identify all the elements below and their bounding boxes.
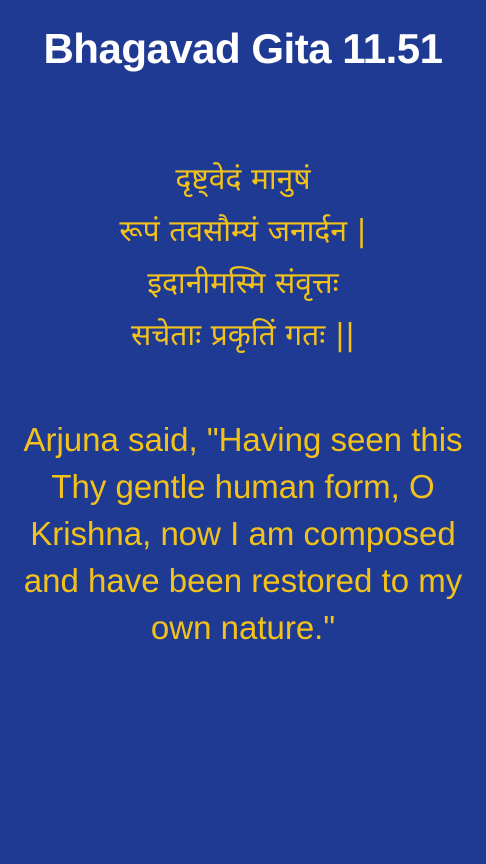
verse-line-1: दृष्ट्वेदं मानुषं xyxy=(175,162,311,197)
sanskrit-verse xyxy=(0,154,486,362)
page-title: Bhagavad Gita 11.51 xyxy=(43,25,443,72)
verse-line-3: इदानीमस्मि संवृत्तः xyxy=(147,266,339,301)
english-translation: Arjuna said, "Having seen this Thy gentle human form, O Krishna, now I am composed and have been restored to my own nature." xyxy=(23,421,463,646)
verse-line-2: रूपं तवसौम्यं जनार्दन | xyxy=(119,214,367,249)
verse-line-4: सचेताः प्रकृतिं गतः || xyxy=(130,318,356,353)
